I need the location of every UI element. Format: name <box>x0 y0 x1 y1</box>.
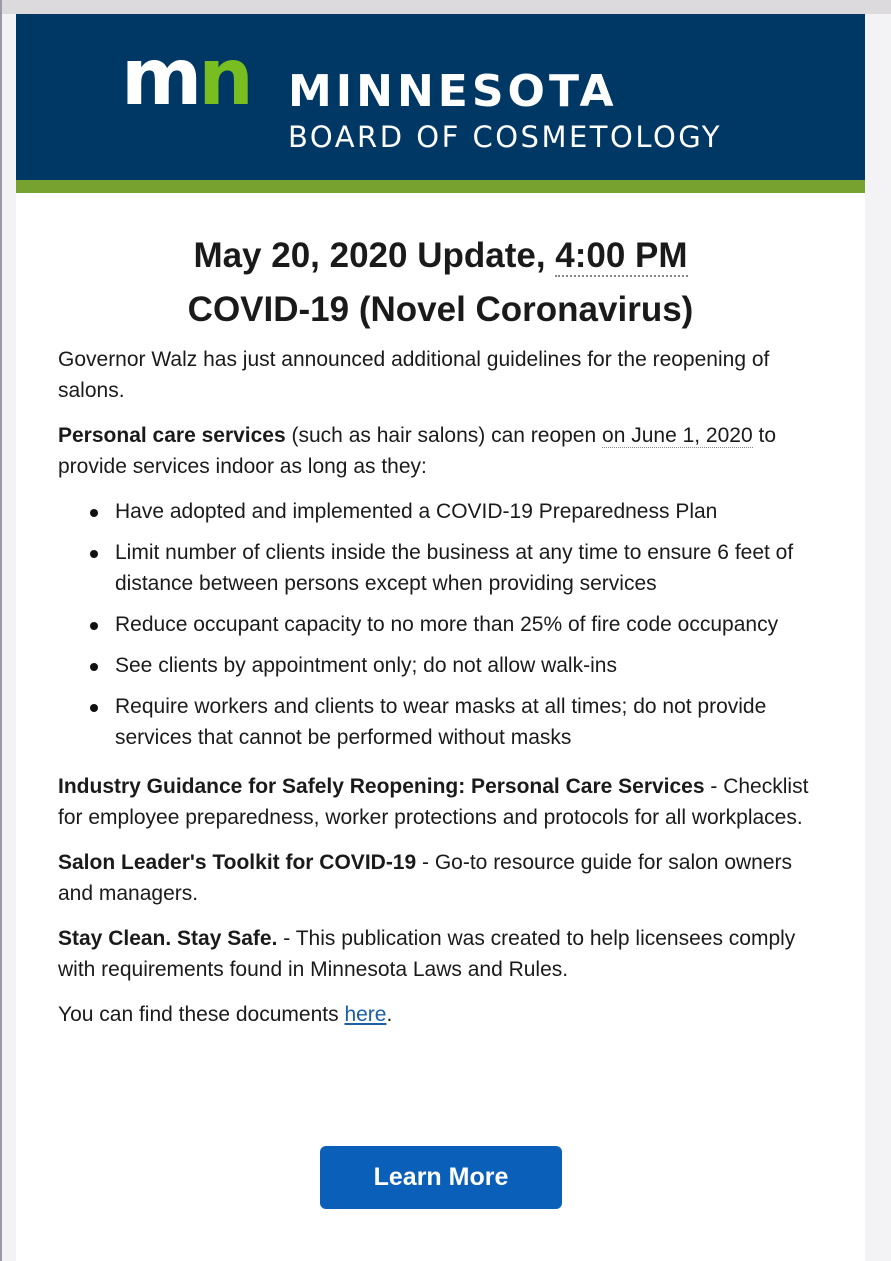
intro: Governor Walz has just announced additional guidelines for the reopening of salons. <box>58 348 770 402</box>
resource-title: Stay Clean. Stay Safe. <box>58 927 278 950</box>
resource-stay-clean <box>58 923 828 985</box>
list-item: Limit number of clients inside the business at any time to ensure 6 feet of distance between persons except when providing services <box>58 537 828 599</box>
mn-logo: mn <box>121 33 250 123</box>
resource-title: Industry Guidance for Safely Reopening: Personal Care Services <box>58 775 705 798</box>
requirements-list <box>58 496 828 753</box>
email-card <box>16 14 865 1261</box>
green-stripe <box>16 180 865 193</box>
resource-title: Salon Leader's Toolkit for COVID-19 <box>58 851 417 874</box>
personal-text: (such as hair salons) can reopen <box>285 424 603 447</box>
personal-text-2: to provide services indoor as long as they: <box>58 424 777 478</box>
resource-salon-toolkit <box>58 847 828 909</box>
resource-industry-guidance <box>58 771 828 833</box>
window-border <box>0 0 2 1261</box>
list-item: Have adopted and implemented a COVID-19 Preparedness Plan <box>58 496 828 527</box>
find-text: You can find these documents <box>58 1003 345 1026</box>
top-band <box>2 0 891 14</box>
list-item: Require workers and clients to wear masks at all times; do not provide services that cannot be performed without masks <box>58 691 828 753</box>
list-item: See clients by appointment only; do not allow walk-ins <box>58 650 828 681</box>
title-time: 4:00 PM <box>555 236 688 275</box>
update-title <box>16 236 865 276</box>
here-link[interactable]: here <box>344 1003 387 1026</box>
find-documents <box>58 999 828 1030</box>
personal-care <box>58 420 828 482</box>
resource-desc: - This publication was created to help licensees comply with requirements found in Minnesota Laws and Rules. <box>58 927 796 981</box>
reopen-date: on June 1, 2020 <box>602 424 753 447</box>
list-item: Reduce occupant capacity to no more than 25% of fire code occupancy <box>58 609 828 640</box>
state-name: MINNESOTA <box>288 66 618 117</box>
covid-title: COVID-19 (Novel Coronavirus) <box>187 290 694 329</box>
org-name: BOARD OF COSMETOLOGY <box>288 120 723 154</box>
content <box>58 344 828 1044</box>
resource-desc: - Checklist for employee preparedness, worker protections and protocols for all workplaces. <box>58 775 809 829</box>
resource-desc: - Go-to resource guide for salon owners and managers. <box>58 851 793 905</box>
personal-bold: Personal care services <box>58 424 286 447</box>
title-date: May 20, 2020 Update, <box>193 236 556 275</box>
learn-more-button[interactable]: Learn More <box>320 1146 562 1209</box>
header-banner <box>16 14 865 180</box>
find-end: . <box>386 1003 393 1026</box>
